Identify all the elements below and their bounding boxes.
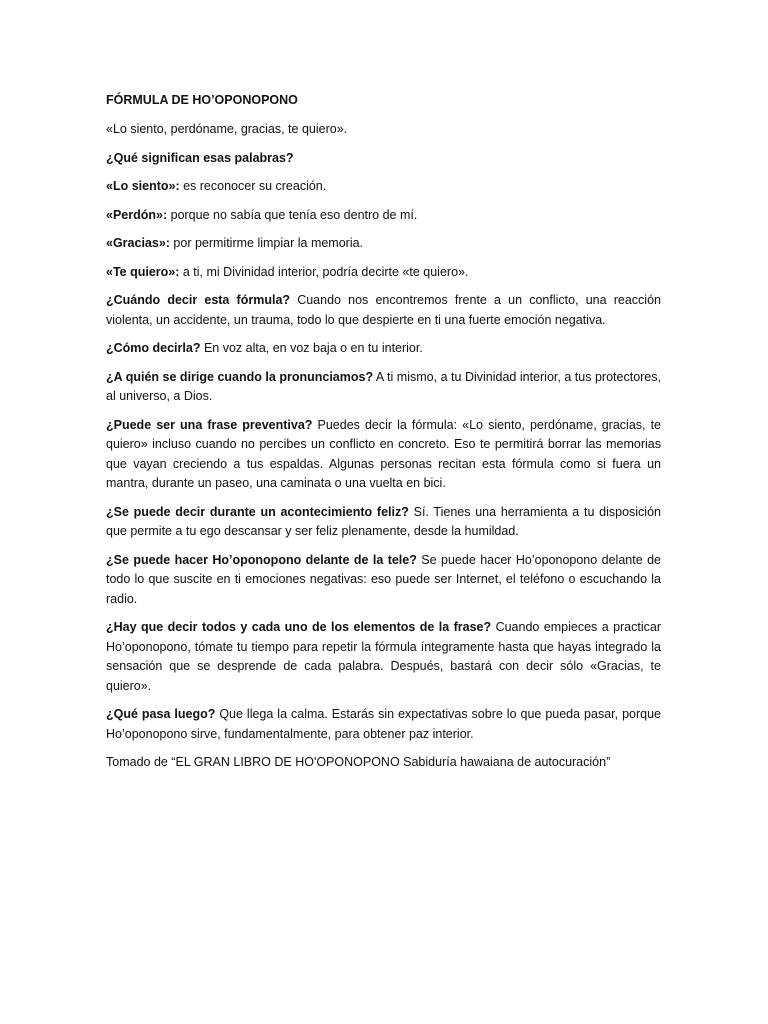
- paragraph-question: ¿Qué significan esas palabras?: [106, 150, 294, 165]
- paragraph-answer: «Lo siento, perdóname, gracias, te quiero».: [106, 122, 348, 136]
- paragraph-gracias: [106, 234, 661, 254]
- paragraph-como: [106, 339, 661, 359]
- paragraph-question: «Perdón»:: [106, 207, 168, 222]
- paragraph-feliz: [106, 503, 661, 542]
- paragraph-answer: por permitirme limpiar la memoria.: [169, 236, 364, 250]
- paragraph-question: «Gracias»:: [106, 236, 170, 250]
- paragraph-te-quiero: [106, 263, 661, 283]
- paragraph-a-quien: [106, 368, 661, 407]
- paragraph-answer: Cuando empieces a practicar Ho’oponopono, tómate tu tiempo para repetir la fórmula íntegramente hasta que hayas integrado la sensación que se desprende de cada palabra. Después, bastará con decir sólo «Gracias, te quiero».: [106, 620, 662, 693]
- source-citation: [106, 753, 661, 773]
- paragraph-question: ¿Hay que decir todos y cada uno de los elementos de la frase?: [106, 620, 492, 634]
- paragraph-question: ¿Se puede decir durante un acontecimiento feliz?: [106, 504, 409, 519]
- paragraph-question: ¿Se puede hacer Ho’oponopono delante de la tele?: [106, 552, 417, 567]
- paragraph-answer: Cuando nos encontremos frente a un conflicto, una reacción violenta, un accidente, un trauma, todo lo que despierte en ti una fuerte emoción negativa.: [106, 293, 661, 327]
- paragraph-answer: Puedes decir la fórmula: «Lo siento, perdóname, gracias, te quiero» incluso cuando no percibes un conflicto en concreto. Eso te permitirá borrar las memorias que vayan creciendo a tus espaldas. Algunas personas recitan esta fórmula como si fuera un mantra, durante un paseo, una caminata o una vuelta en bici.: [106, 417, 661, 490]
- paragraph-question: ¿Puede ser una frase preventiva?: [106, 417, 313, 432]
- document-title: FÓRMULA DE HO’OPONOPONO: [106, 93, 298, 107]
- paragraph-formula: [106, 120, 661, 140]
- paragraph-answer: a ti, mi Divinidad interior, podría decirte «te quiero».: [179, 264, 469, 279]
- paragraph-question: «Te quiero»:: [106, 264, 180, 279]
- paragraph-meaning-question: [106, 149, 661, 169]
- paragraph-tele: [106, 551, 661, 610]
- paragraph-answer: Tomado de “EL GRAN LIBRO DE HO'OPONOPONO Sabiduría hawaiana de autocuración”: [106, 755, 611, 769]
- paragraph-lo-siento: [106, 177, 661, 197]
- paragraph-answer: es reconocer su creación.: [179, 179, 327, 193]
- paragraph-elementos: [106, 618, 661, 696]
- paragraph-question: ¿Cómo decirla?: [106, 341, 201, 355]
- paragraph-answer: En voz alta, en voz baja o en tu interior.: [200, 341, 423, 355]
- paragraph-question: «Lo siento»:: [106, 179, 180, 193]
- paragraph-cuando: [106, 291, 661, 330]
- paragraph-preventiva: [106, 416, 661, 494]
- paragraph-answer: Que llega la calma. Estarás sin expectativas sobre lo que pueda pasar, porque Ho’oponopono sirve, fundamentalmente, para obtener paz interior.: [106, 707, 661, 741]
- paragraph-answer: Se puede hacer Ho’oponopono delante de todo lo que suscite en ti emociones negativas: eso puede ser Internet, el teléfono o escuchando la radio.: [106, 552, 661, 606]
- paragraph-answer: A ti mismo, a tu Divinidad interior, a tus protectores, al universo, a Dios.: [106, 369, 661, 403]
- paragraph-perdon: [106, 206, 661, 226]
- paragraph-answer: porque no sabía que tenía eso dentro de mí.: [167, 207, 418, 222]
- paragraph-question: ¿Cuándo decir esta fórmula?: [106, 293, 291, 307]
- paragraph-question: ¿Qué pasa luego?: [106, 707, 216, 721]
- document-page: [106, 92, 661, 782]
- paragraph-answer: Sí. Tienes una herramienta a tu disposición que permite a tu ego descansar y ser feliz plenamente, desde la humildad.: [106, 504, 661, 538]
- paragraph-question: ¿A quién se dirige cuando la pronunciamos?: [106, 369, 374, 384]
- paragraph-luego: [106, 705, 661, 744]
